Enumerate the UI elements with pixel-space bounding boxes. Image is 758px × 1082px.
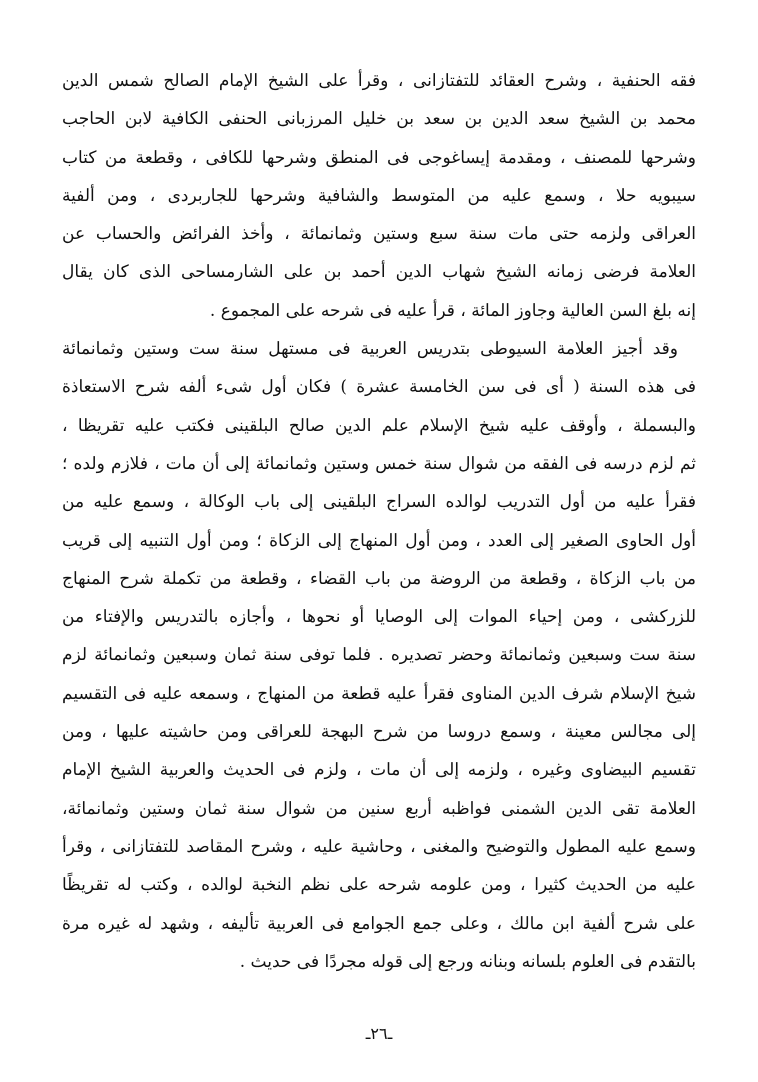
text-line: العلامة فرضى زمانه الشيخ شهاب الدين أحمد بن على الشارمساحى الذى كان يقال (62, 262, 696, 283)
text-line: العلامة تقى الدين الشمنى فواظبه أربع سنين من شوال سنة ثمان وستين وثمانمائة، (62, 798, 696, 819)
text-line: فى هذه السنة ( أى فى سن الخامسة عشرة ) فكان أول شىء ألفه شرح الاستعاذة (62, 377, 696, 398)
text-line: إلى مجالس معينة ، وسمع دروسا من شرح البهجة للعراقى ومن حاشيته عليها ، ومن (62, 722, 696, 743)
text-line: فقه الحنفية ، وشرح العقائد للتفتازانى ، وقرأ على الشيخ الإمام الصالح شمس الدين (62, 71, 696, 91)
paragraph-2 (62, 330, 696, 981)
text-line: أول الحاوى الصغير إلى العدد ، ومن أول المنهاج إلى الزكاة ؛ ومن أول التنبيه إلى قريب (62, 530, 696, 551)
text-line: للزركشى ، ومن إحياء الموات إلى الوصايا أو نحوها ، وأجازه بالتدريس والإفتاء من (62, 607, 696, 628)
text-line: وقد أجيز العلامة السيوطى بتدريس العربية فى مستهل سنة ست وستين وثمانمائة (62, 339, 678, 360)
body-text (62, 62, 696, 981)
text-line: تقسيم البيضاوى وغيره ، ولزمه إلى أن مات ، ولزم فى الحديث والعربية الشيخ الإمام (62, 760, 696, 781)
text-line: إنه بلغ السن العالية وجاوز المائة ، قرأ عليه فى شرحه على المجموع . (209, 300, 696, 321)
text-line: من باب الزكاة ، وقطعة من الروضة من باب القضاء ، وقطعة من تكملة شرح المنهاج (62, 568, 696, 589)
text-line: العراقى ولزمه حتى مات سنة سبع وستين وثمانمائة ، وأخذ الفرائض والحساب عن (62, 224, 696, 245)
text-line: سنة ست وسبعين وثمانمائة وحضر تصديره . فلما توفى سنة ثمان وسبعين وثمانمائة لزم (62, 645, 696, 666)
text-line: وشرحها للمصنف ، ومقدمة إيساغوجى فى المنطق وشرحها للكافى ، وقطعة من كتاب (62, 147, 696, 168)
text-line: ثم لزم درسه فى الفقه من شوال سنة خمس وستين وثمانمائة إلى أن مات ، فلازم ولده ؛ (62, 453, 696, 474)
text-line: شيخ الإسلام شرف الدين المناوى فقرأ عليه قطعة من المنهاج ، وسمعه عليه فى التقسيم (62, 683, 696, 704)
text-line: وسمع عليه المطول والتوضيح والمغنى ، وحاشية عليه ، وشرح المقاصد للتفتازانى ، وقرأ (62, 836, 696, 857)
text-line: عليه من الحديث كثيرا ، ومن علومه شرحه على نظم النخبة لوالده ، وكتب له تقريظًا (62, 875, 696, 896)
text-line: سيبويه حلا ، وسمع عليه من المتوسط والشافية وشرحها للجاربردى ، ومن ألفية (62, 185, 696, 206)
text-line: بالتقدم فى العلوم بلسانه وبنانه ورجع إلى قوله مجردًا فى حديث . (239, 951, 696, 972)
text-line: محمد بن الشيخ سعد الدين بن سعد بن خليل المرزبانى الحنفى الكافية لابن الحاجب (62, 109, 696, 130)
text-line: على شرح ألفية ابن مالك ، وعلى جمع الجوامع فى العربية تأليفه ، وشهد له غيره مرة (62, 913, 696, 934)
text-line: فقرأ عليه من أول التدريب لوالده السراج البلقينى إلى باب الوكالة ، وسمع عليه من (62, 492, 696, 513)
page-number: ـ٢٦ـ (365, 1024, 393, 1043)
text-line: والبسملة ، وأوقف عليه شيخ الإسلام علم الدين صالح البلقينى فكتب عليه تقريظا ، (62, 415, 696, 436)
paragraph-1 (62, 62, 696, 330)
